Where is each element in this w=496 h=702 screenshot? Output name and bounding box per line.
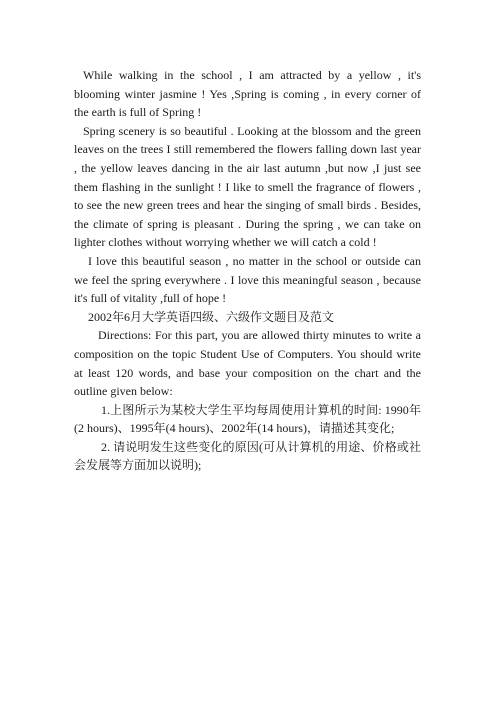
outline-item-1: 1.上图所示为某校大学生平均每周使用计算机的时间: 1990年(2 hours)、1995年(4 hours)、2002年(14 hours)，请描述其变化; [74,402,421,436]
paragraph-spring-intro: While walking in the school , I am attracted by a yellow , it's blooming winter jasmine ! Yes ,Spring is coming , in every corner of the earth is full of Spring ! [74,68,421,120]
paragraph-directions: Directions: For this part, you are allowed thirty minutes to write a composition on the topic Student Use of Computers. You should write at least 120 words, and base your composition on the chart and the outline given below: [74,328,421,399]
paragraph-spring-scenery: Spring scenery is so beautiful . Looking at the blossom and the green leaves on the trees I still remembered the flowers falling down last year , the yellow leaves dancing in the air last autumn ,but now ,I just see them flashing in the sunlight ! I like to smell the fragrance of flowers , to see the new green trees and hear the singing of small birds . Besides, the climate of spring is pleasant . During the spring , we can take on lighter clothes without worrying whether we will catch a cold ! [74,123,421,250]
document-body [74,66,421,475]
outline-item-2: 2. 请说明发生这些变化的原因(可从计算机的用途、价格或社会发展等方面加以说明); [74,439,421,473]
paragraph-spring-conclusion: I love this beautiful season , no matter in the school or outside can we feel the spring everywhere . I love this meaningful season , because it's full of vitality ,full of hope ! [74,253,421,306]
essay-title: 2002年6月大学英语四级、六级作文题目及范文 [88,309,335,324]
